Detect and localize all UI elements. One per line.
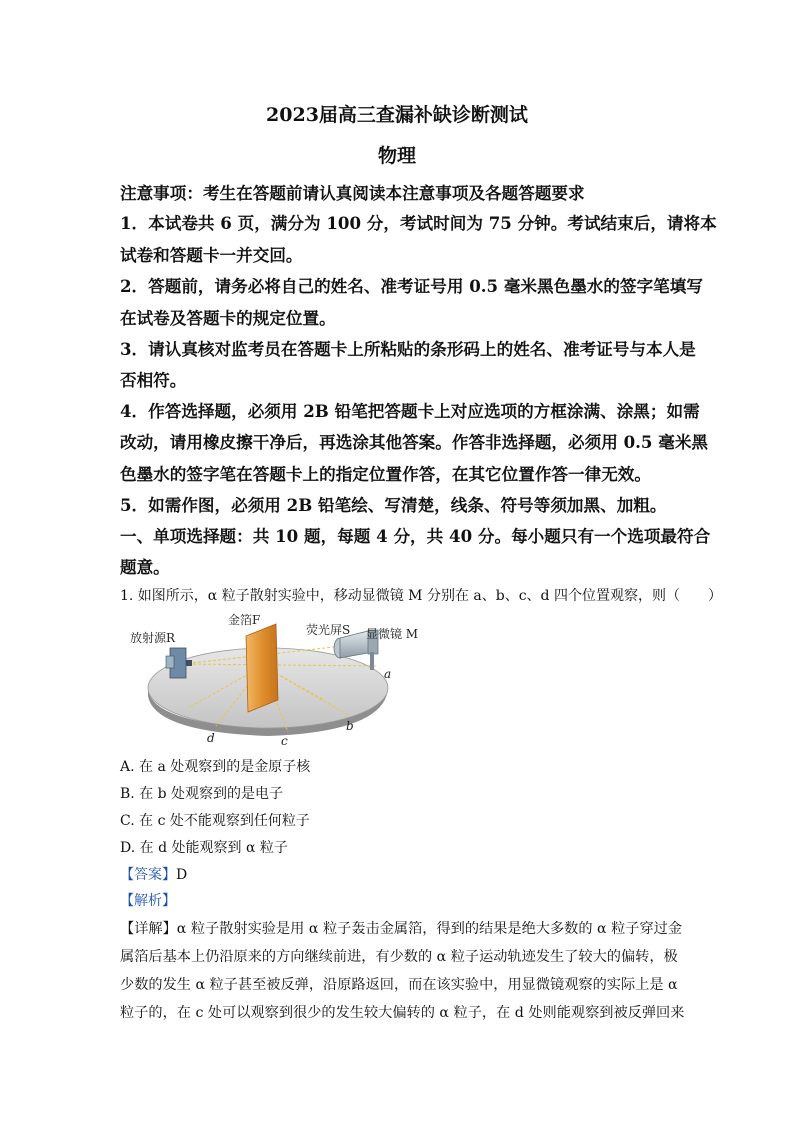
notice-heading: 注意事项：考生在答题前请认真阅读本注意事项及各题答题要求 [120,183,585,203]
question-1-stem: 1. 如图所示，α 粒子散射实验中，移动显微镜 M 分别在 a、b、c、d 四个位置观察，则（ ） [120,588,722,604]
option-d: D. 在 d 处能观察到 α 粒子 [120,840,288,856]
label-source: 放射源R [130,631,176,645]
label-c: c [281,734,288,748]
label-screen: 荧光屏S [306,623,351,637]
label-b: b [346,719,354,733]
notice-line: 改动，请用橡皮擦干净后，再选涂其他答案。作答非选择题，必须用 0.5 毫米黑 [120,432,709,452]
label-a: a [384,667,392,681]
notice-line: 5．如需作图，必须用 2B 铅笔绘、写清楚，线条、符号等须加黑、加粗。 [120,495,667,515]
answer-label: 【答案】 [120,867,176,883]
detail-line: 粒子的，在 c 处可以观察到很少的发生较大偏转的 α 粒子，在 d 处则能观察到被反弹回来 [120,1005,685,1021]
notice-line: 色墨水的签字笔在答题卡上的指定位置作答，在其它位置作答一律无效。 [120,464,651,484]
notice-line: 否相符。 [120,370,187,390]
label-d: d [207,731,215,745]
notice-line: 1．本试卷共 6 页，满分为 100 分，考试时间为 75 分钟。考试结束后，请将本 [120,213,717,233]
exam-title: 2023届高三查漏补缺诊断测试 [266,104,528,126]
notice-line: 在试卷及答题卡的规定位置。 [120,308,336,328]
notice-line: 2．答题前，请务必将自己的姓名、准考证号用 0.5 毫米黑色墨水的签字笔填写 [120,276,703,296]
detail-line: 属箔后基本上仍沿原来的方向继续前进，有少数的 α 粒子运动轨迹发生了较大的偏转，极 [120,949,678,965]
option-a: A. 在 a 处观察到的是金原子核 [120,759,311,775]
notice-line: 3．请认真核对监考员在答题卡上所粘贴的条形码上的姓名、准考证号与本人是 [120,339,696,359]
section-heading-cont: 题意。 [120,557,170,577]
answer-value: D [176,867,188,883]
label-foil: 金箔F [228,613,261,627]
subject-title: 物理 [377,145,416,167]
notice-line: 4．作答选择题，必须用 2B 铅笔把答题卡上对应选项的方框涂满、涂黑；如需 [120,401,700,421]
option-b: B. 在 b 处观察到的是电子 [120,786,284,802]
answer-line [120,864,187,884]
option-c: C. 在 c 处不能观察到任何粒子 [120,813,310,829]
gold-foil [246,624,278,712]
notice-line: 试卷和答题卡一并交回。 [120,245,303,265]
alpha-scattering-figure [128,608,419,750]
detail-line: 【详解】α 粒子散射实验是用 α 粒子轰击金属箔，得到的结果是绝大多数的 α 粒子穿过金 [120,921,683,937]
section-heading: 一、单项选择题：共 10 题，每题 4 分，共 40 分。每小题只有一个选项最符合 [120,526,711,546]
analysis-label: 【解析】 [120,893,176,909]
detail-line: 少数的发生 α 粒子甚至被反弹，沿原路返回，而在该实验中，用显微镜观察的实际上是 α [120,977,678,993]
label-microscope: 显微镜 M [365,627,419,641]
analysis-line [120,890,176,910]
